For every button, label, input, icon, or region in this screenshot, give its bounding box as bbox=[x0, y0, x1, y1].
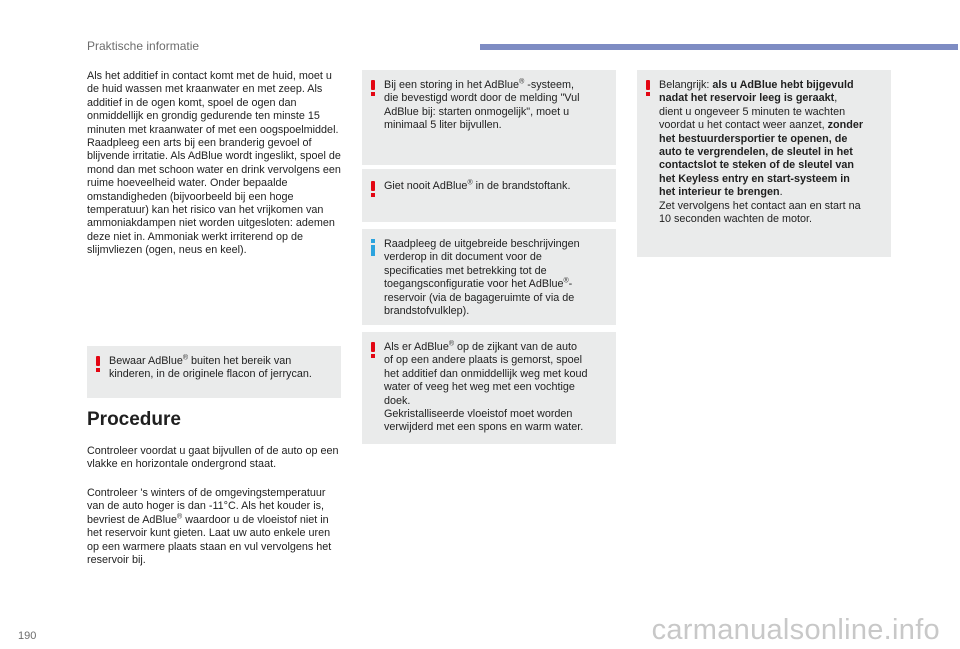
warning-box-storage: Bewaar AdBlue® buiten het bereik van kinderen, in de originele flacon of jerrycan. bbox=[87, 346, 341, 398]
procedure-paragraph-2: Controleer 's winters of de omgevingstemperatuur van de auto hoger is dan -11°C. Als het kouder is, bevriest de AdBlue® waardoor u de vloeistof niet in het reservoir kunt gieten. Laat uw auto enkele uren op een warmere plaats staan en vul vervolgens het reservoir bij. bbox=[87, 487, 332, 567]
warning-text: Bewaar AdBlue bbox=[109, 355, 183, 367]
warning-exclamation-icon bbox=[369, 181, 376, 197]
warning-exclamation-icon bbox=[644, 80, 651, 96]
warning-box-fuel-tank: Giet nooit AdBlue® in de brandstoftank. bbox=[362, 169, 616, 222]
procedure-paragraph-1: Controleer voordat u gaat bijvullen of de auto op een vlakke en horizontale ondergrond staat. bbox=[87, 445, 339, 471]
info-icon bbox=[369, 239, 376, 256]
watermark: carmanualsonline.info bbox=[651, 614, 940, 646]
warning-box-spillage: Als er AdBlue® op de zijkant van de auto of op een andere plaats is gemorst, spoel het additief dan onmiddellijk weg met koud water of veeg het weg met een vochtige doek. Gekristalliseerde vloeistof moet worden verwijderd met een spons en warm water. bbox=[362, 332, 616, 444]
warning-exclamation-icon bbox=[369, 342, 376, 358]
info-box-access-configuration: Raadpleeg de uitgebreide beschrijvingen verderop in dit document voor de specificaties met betrekking tot de toegangsconfiguratie voor het AdBlue®- reservoir (via de bagageruimte of via de brandstofvulklep). bbox=[362, 229, 616, 325]
warning-box-refill-empty: Belangrijk: als u AdBlue hebt bijgevuld nadat het reservoir leeg is geraakt, dient u ongeveer 5 minuten te wachten voordat u het contact weer aanzet, zonder het bestuurdersportier te openen, de auto te vergrendelen, de sleutel in het contactslot te steken of de sleutel van het Keyless entry en start-systeem in het interieur te brengen. Zet vervolgens het contact aan en start na 10 seconden wachten de motor. bbox=[637, 70, 891, 257]
warning-exclamation-icon bbox=[369, 80, 376, 96]
safety-paragraph: Als het additief in contact komt met de huid, moet u de huid wassen met kraanwater en met zeep. Als additief in de ogen komt, spoel de ogen dan onmiddellijk en grondig gedurende ten minste 15 minuten met kraanwater of met een oogspoelmiddel. Raadpleeg een arts bij een branderig gevoel of blijvende irritatie. Als AdBlue wordt ingeslikt, spoel de mond dan met schoon water en drink vervolgens een ruime hoeveelheid water. Onder bepaalde omstandigheden (bijvoorbeeld bij een hoge temperatuur) kan het risico van het vrijkomen van ammoniakdampen niet worden uitgesloten: ademen deze niet in. Ammoniak werkt irriterend op de slijmvliezen (ogen, neus en keel). bbox=[87, 70, 341, 257]
page-number: 190 bbox=[18, 630, 37, 642]
header-accent-bar bbox=[480, 44, 958, 50]
procedure-heading: Procedure bbox=[87, 409, 181, 430]
warning-exclamation-icon bbox=[94, 356, 101, 372]
running-header: Praktische informatie bbox=[87, 39, 200, 53]
warning-box-system-fault: Bij een storing in het AdBlue® -systeem, die bevestigd wordt door de melding "Vul AdBlue bij: starten onmogelijk", moet u minimaal 5 liter bijvullen. bbox=[362, 70, 616, 165]
